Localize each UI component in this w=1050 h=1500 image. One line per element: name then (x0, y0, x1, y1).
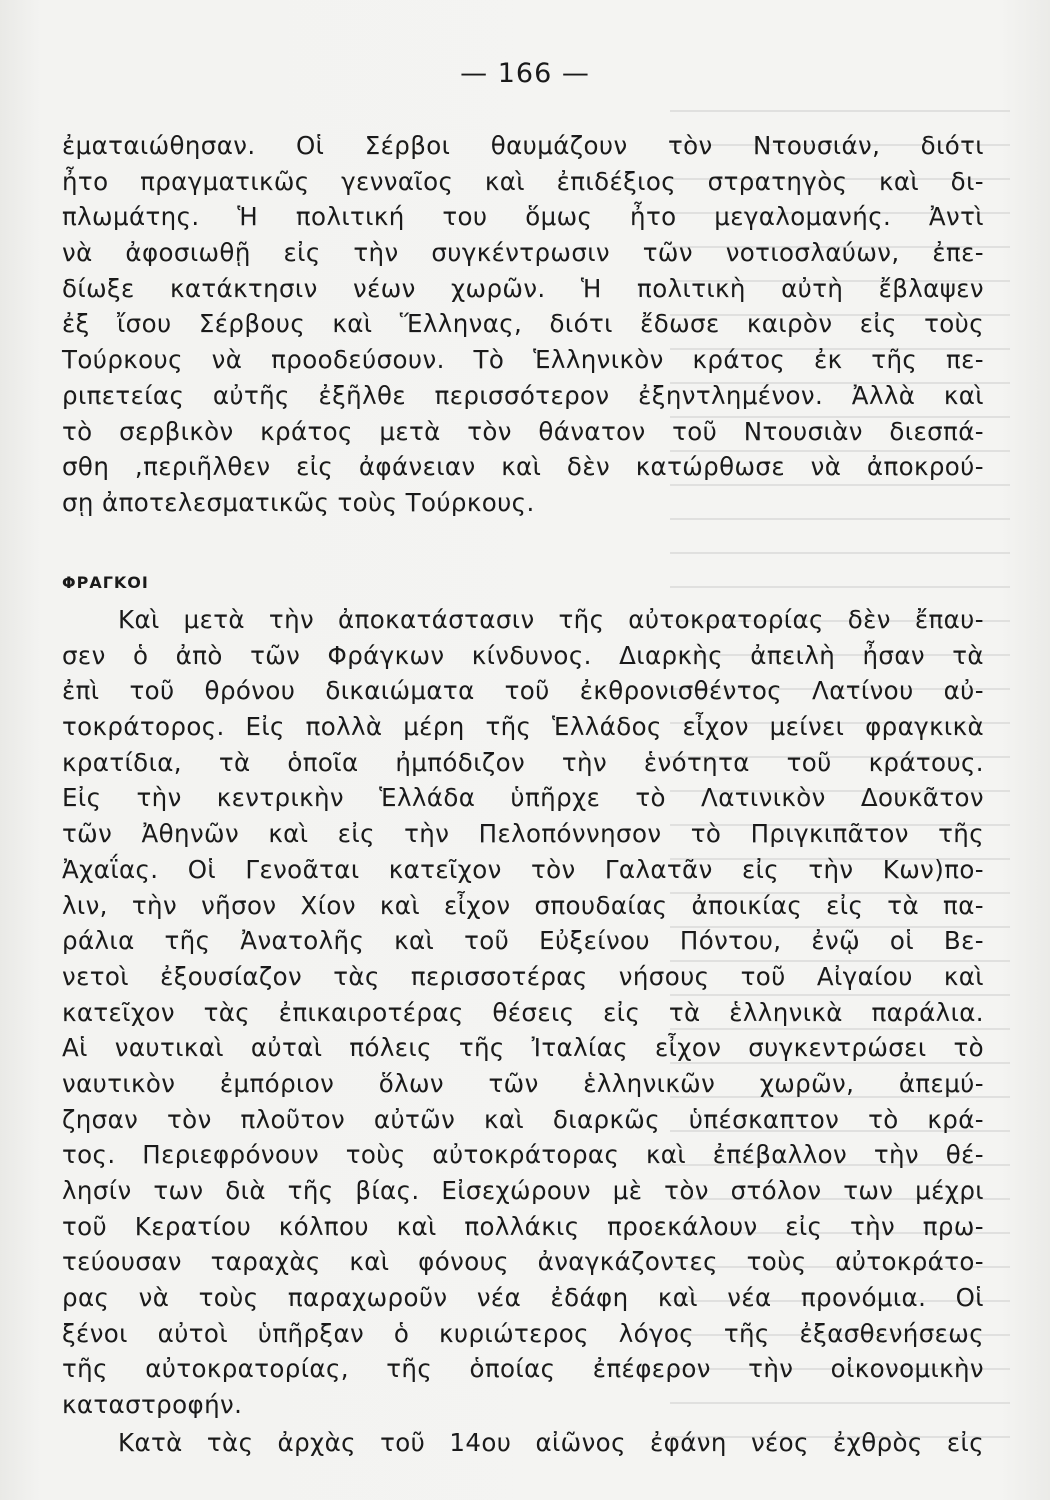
text-line: τὸ σερβικὸν κράτος μετὰ τὸν θάνατον τοῦ Ντουσιὰν διεσπά- (62, 416, 984, 446)
text-line: δίωξε κατάκτησιν νέων χωρῶν. Ἡ πολιτικὴ αὐτὴ ἔβλαψεν (62, 273, 984, 303)
text-line: ριπετείας αὐτῆς ἐξῆλθε περισσότερον ἐξηντλημένον. Ἀλλὰ καὶ (62, 380, 984, 410)
paragraph-3 (62, 1425, 984, 1461)
page-number: — 166 — (460, 58, 590, 89)
text-line: τοῦ Κερατίου κόλπου καὶ πολλάκις προεκάλουν εἰς τὴν πρω- (62, 1211, 984, 1241)
text-line: ξένοι αὐτοὶ ὑπῆρξαν ὁ κυριώτερος λόγος τῆς ἐξασθενήσεως (62, 1318, 984, 1348)
text-line: τῆς αὐτοκρατορίας, τῆς ὁποίας ἐπέφερον τὴν οἰκονομικὴν (62, 1354, 984, 1384)
text-line: νετοὶ ἐξουσίαζον τὰς περισσοτέρας νήσους τοῦ Αἰγαίου καὶ (62, 961, 984, 991)
section-heading: ΦΡΑΓΚΟΙ (62, 573, 149, 592)
text-line: ζησαν τὸν πλοῦτον αὐτῶν καὶ διαρκῶς ὑπέσκαπτον τὸ κρά- (62, 1104, 984, 1134)
text-line: ἐπὶ τοῦ θρόνου δικαιώματα τοῦ ἐκθρονισθέντος Λατίνου αὐ- (62, 676, 984, 706)
text-line: καταστροφήν. (62, 1390, 243, 1420)
text-line: λιν, τὴν νῆσον Χίον καὶ εἶχον σπουδαίας ἀποικίας εἰς τὰ πα- (62, 890, 984, 920)
text-line: σθη ,περιῆλθεν εἰς ἀφάνειαν καὶ δὲν κατώρθωσε νὰ ἀποκρού- (62, 452, 984, 482)
text-line: Κατὰ τὰς ἀρχὰς τοῦ 14ου αἰῶνος ἐφάνη νέος ἐχθρὸς εἰς (118, 1428, 984, 1457)
text-line: τος. Περιεφρόνουν τοὺς αὐτοκράτορας καὶ ἐπέβαλλον τὴν θέ- (62, 1140, 984, 1170)
text-line: Ἀχαΐας. Οἱ Γενοᾶται κατεῖχον τὸν Γαλατᾶν εἰς τὴν Κων)πο- (62, 854, 984, 884)
text-line: νὰ ἀφοσιωθῇ εἰς τὴν συγκέντρωσιν τῶν νοτιοσλαύων, ἐπε- (62, 238, 984, 268)
text-line: ἦτο πραγματικῶς γενναῖος καὶ ἐπιδέξιος στρατηγὸς καὶ δι- (62, 166, 984, 196)
text-line: Τούρκους νὰ προοδεύσουν. Τὸ Ἑλληνικὸν κράτος ἐκ τῆς πε- (62, 345, 984, 375)
text-line: σῃ ἀποτελεσματικῶς τοὺς Τούρκους. (62, 487, 535, 517)
text-line: Εἰς τὴν κεντρικὴν Ἑλλάδα ὑπῆρχε τὸ Λατινικὸν Δουκᾶτον (62, 783, 984, 813)
text-line: σεν ὁ ἀπὸ τῶν Φράγκων κίνδυνος. Διαρκὴς ἀπειλὴ ἦσαν τὰ (62, 640, 984, 670)
text-line: λησίν των διὰ τῆς βίας. Εἰσεχώρουν μὲ τὸν στόλον των μέχρι (62, 1176, 984, 1205)
text-line: Καὶ μετὰ τὴν ἀποκατάστασιν τῆς αὐτοκρατορίας δὲν ἔπαυ- (118, 605, 984, 634)
text-line: Αἱ ναυτικαὶ αὐταὶ πόλεις τῆς Ἰταλίας εἶχον συγκεντρώσει τὸ (62, 1033, 984, 1063)
paragraph-2 (62, 602, 984, 1423)
text-line: τῶν Ἀθηνῶν καὶ εἰς τὴν Πελοπόννησον τὸ Πριγκιπᾶτον τῆς (62, 819, 984, 849)
paragraph-1 (62, 128, 984, 521)
text-line: πλωμάτης. Ἡ πολιτική του ὅμως ἦτο μεγαλομανής. Ἀντὶ (62, 202, 984, 232)
text-line: κρατίδια, τὰ ὁποῖα ἠμπόδιζον τὴν ἑνότητα τοῦ κράτους. (62, 747, 984, 777)
text-line: κατεῖχον τὰς ἐπικαιροτέρας θέσεις εἰς τὰ ἑλληνικὰ παράλια. (62, 997, 984, 1027)
text-line: τοκράτορος. Εἰς πολλὰ μέρη τῆς Ἑλλάδος εἶχον μείνει φραγκικὰ (62, 712, 984, 742)
text-line: τεύουσαν ταραχὰς καὶ φόνους ἀναγκάζοντες τοὺς αὐτοκράτο- (62, 1247, 984, 1277)
text-line: ναυτικὸν ἐμπόριον ὅλων τῶν ἑλληνικῶν χωρῶν, ἀπεμύ- (62, 1068, 984, 1098)
text-line: ἐματαιώθησαν. Οἱ Σέρβοι θαυμάζουν τὸν Ντουσιάν, διότι (62, 131, 984, 160)
text-line: ράλια τῆς Ἀνατολῆς καὶ τοῦ Εὐξείνου Πόντου, ἐνῷ οἱ Βε- (62, 926, 984, 956)
text-line: ρας νὰ τοὺς παραχωροῦν νέα ἐδάφη καὶ νέα προνόμια. Οἱ (62, 1283, 984, 1313)
text-line: ἐξ ἴσου Σέρβους καὶ Ἕλληνας, διότι ἔδωσε καιρὸν εἰς τοὺς (62, 309, 984, 339)
